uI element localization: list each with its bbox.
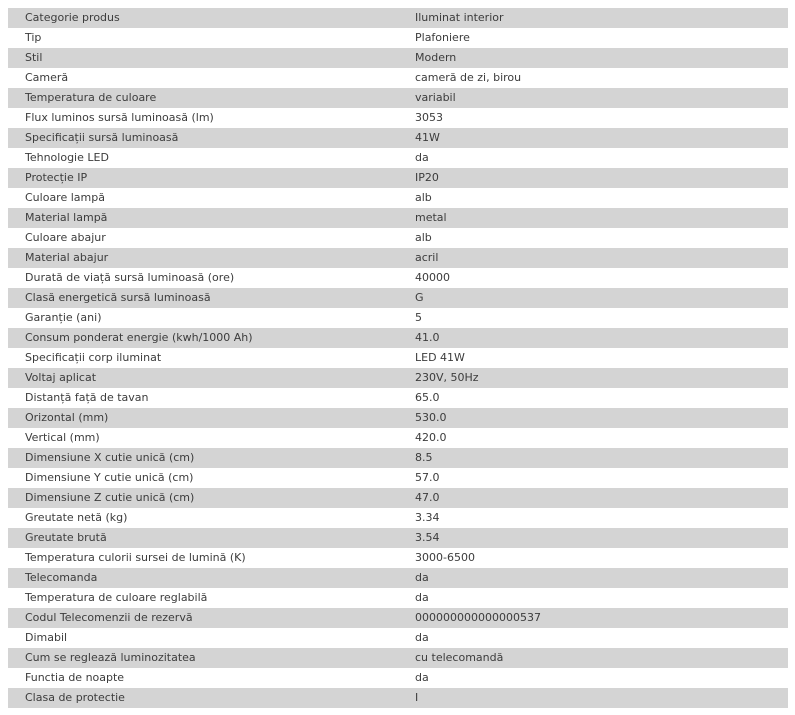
- spec-value: da: [398, 588, 788, 608]
- spec-value: 8.5: [398, 448, 788, 468]
- spec-label: Specificații corp iluminat: [8, 348, 398, 368]
- spec-row: [8, 448, 788, 468]
- spec-label: Dimabil: [8, 628, 398, 648]
- spec-row: [8, 488, 788, 508]
- spec-value: I: [398, 688, 788, 708]
- spec-value: variabil: [398, 88, 788, 108]
- spec-value: 41W: [398, 128, 788, 148]
- spec-label: Tehnologie LED: [8, 148, 398, 168]
- spec-row: [8, 408, 788, 428]
- spec-value: da: [398, 628, 788, 648]
- spec-label: Vertical (mm): [8, 428, 398, 448]
- product-specs-table: [8, 8, 788, 708]
- spec-value: 3000-6500: [398, 548, 788, 568]
- spec-value: Iluminat interior: [398, 8, 788, 28]
- spec-label: Dimensiune Z cutie unică (cm): [8, 488, 398, 508]
- spec-value: G: [398, 288, 788, 308]
- spec-label: Consum ponderat energie (kwh/1000 Ah): [8, 328, 398, 348]
- spec-row: [8, 308, 788, 328]
- spec-label: Categorie produs: [8, 8, 398, 28]
- spec-row: [8, 8, 788, 28]
- spec-row: [8, 548, 788, 568]
- spec-value: alb: [398, 188, 788, 208]
- spec-label: Clasă energetică sursă luminoasă: [8, 288, 398, 308]
- spec-value: alb: [398, 228, 788, 248]
- spec-row: [8, 48, 788, 68]
- spec-row: [8, 468, 788, 488]
- spec-label: Culoare abajur: [8, 228, 398, 248]
- spec-row: [8, 88, 788, 108]
- spec-row: [8, 688, 788, 708]
- spec-label: Material abajur: [8, 248, 398, 268]
- spec-value: 65.0: [398, 388, 788, 408]
- spec-value: 3.34: [398, 508, 788, 528]
- spec-label: Temperatura culorii sursei de lumină (K): [8, 548, 398, 568]
- spec-value: cameră de zi, birou: [398, 68, 788, 88]
- spec-label: Stil: [8, 48, 398, 68]
- spec-value: 3053: [398, 108, 788, 128]
- spec-row: [8, 228, 788, 248]
- spec-label: Telecomanda: [8, 568, 398, 588]
- spec-row: [8, 348, 788, 368]
- spec-row: [8, 248, 788, 268]
- spec-row: [8, 328, 788, 348]
- spec-value: 230V, 50Hz: [398, 368, 788, 388]
- spec-row: [8, 648, 788, 668]
- spec-value: 47.0: [398, 488, 788, 508]
- spec-row: [8, 568, 788, 588]
- spec-label: Greutate brută: [8, 528, 398, 548]
- spec-label: Garanție (ani): [8, 308, 398, 328]
- spec-label: Durată de viață sursă luminoasă (ore): [8, 268, 398, 288]
- spec-value: 5: [398, 308, 788, 328]
- spec-value: 40000: [398, 268, 788, 288]
- spec-value: Modern: [398, 48, 788, 68]
- spec-label: Temperatura de culoare: [8, 88, 398, 108]
- spec-label: Distanță față de tavan: [8, 388, 398, 408]
- spec-row: [8, 388, 788, 408]
- spec-value: IP20: [398, 168, 788, 188]
- spec-row: [8, 208, 788, 228]
- spec-label: Orizontal (mm): [8, 408, 398, 428]
- spec-value: cu telecomandă: [398, 648, 788, 668]
- spec-row: [8, 148, 788, 168]
- spec-value: 000000000000000537: [398, 608, 788, 628]
- spec-row: [8, 188, 788, 208]
- spec-label: Tip: [8, 28, 398, 48]
- spec-value: LED 41W: [398, 348, 788, 368]
- spec-row: [8, 588, 788, 608]
- spec-value: metal: [398, 208, 788, 228]
- spec-label: Clasa de protectie: [8, 688, 398, 708]
- spec-row: [8, 508, 788, 528]
- spec-value: 3.54: [398, 528, 788, 548]
- spec-row: [8, 68, 788, 88]
- spec-row: [8, 628, 788, 648]
- spec-row: [8, 128, 788, 148]
- spec-row: [8, 168, 788, 188]
- spec-row: [8, 528, 788, 548]
- specs-table-body: [8, 8, 788, 708]
- spec-label: Cum se reglează luminozitatea: [8, 648, 398, 668]
- spec-row: [8, 108, 788, 128]
- spec-value: Plafoniere: [398, 28, 788, 48]
- spec-label: Codul Telecomenzii de rezervă: [8, 608, 398, 628]
- spec-label: Dimensiune Y cutie unică (cm): [8, 468, 398, 488]
- spec-value: da: [398, 148, 788, 168]
- spec-label: Cameră: [8, 68, 398, 88]
- spec-row: [8, 428, 788, 448]
- spec-label: Specificații sursă luminoasă: [8, 128, 398, 148]
- spec-row: [8, 288, 788, 308]
- spec-value: 420.0: [398, 428, 788, 448]
- spec-label: Voltaj aplicat: [8, 368, 398, 388]
- spec-row: [8, 368, 788, 388]
- spec-label: Culoare lampă: [8, 188, 398, 208]
- spec-row: [8, 28, 788, 48]
- spec-label: Flux luminos sursă luminoasă (lm): [8, 108, 398, 128]
- spec-value: da: [398, 668, 788, 688]
- spec-label: Material lampă: [8, 208, 398, 228]
- spec-label: Functia de noapte: [8, 668, 398, 688]
- spec-row: [8, 608, 788, 628]
- spec-value: acril: [398, 248, 788, 268]
- spec-row: [8, 268, 788, 288]
- spec-value: da: [398, 568, 788, 588]
- spec-value: 57.0: [398, 468, 788, 488]
- spec-row: [8, 668, 788, 688]
- spec-label: Protecție IP: [8, 168, 398, 188]
- spec-value: 530.0: [398, 408, 788, 428]
- spec-label: Dimensiune X cutie unică (cm): [8, 448, 398, 468]
- spec-label: Greutate netă (kg): [8, 508, 398, 528]
- spec-label: Temperatura de culoare reglabilă: [8, 588, 398, 608]
- spec-value: 41.0: [398, 328, 788, 348]
